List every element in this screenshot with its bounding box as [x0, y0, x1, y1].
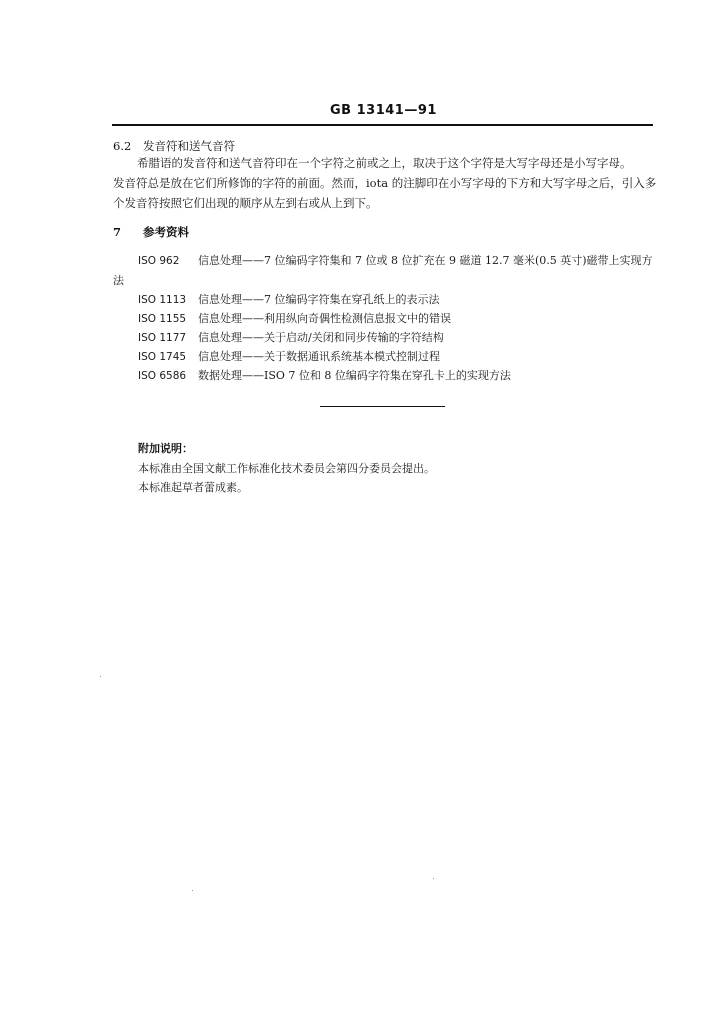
reference-item — [138, 291, 440, 307]
section-title: 发音符和送气音符 — [143, 139, 235, 153]
scan-speck — [100, 676, 101, 677]
reference-code: ISO 962 — [138, 255, 180, 267]
end-of-standard-rule — [320, 406, 445, 407]
reference-code: ISO 6586 — [138, 370, 187, 382]
reference-item — [138, 329, 444, 345]
reference-text: 信息处理——7 位编码字符集和 7 位或 8 位扩充在 9 磁道 12.7 毫米(0.5 英寸)磁带上实现方法 — [113, 254, 653, 287]
paragraph-line: 发音符总是放在它们所修饰的字符的前面。然而，iota 的注脚印在小写字母的下方和大写字母之后，引入多个发音符按照它们出现的顺序从左到右或从上到下。 — [113, 176, 657, 210]
additional-notes-title: 附加说明： — [138, 442, 193, 455]
reference-item — [138, 348, 440, 364]
reference-code: ISO 1113 — [138, 294, 187, 306]
additional-note-line: 本标准由全国文献工作标准化技术委员会第四分委员会提出。 — [138, 462, 435, 475]
section-6-2-paragraph — [113, 153, 658, 213]
section-number: 6.2 — [113, 139, 132, 153]
reference-text: 信息处理——7 位编码字符集在穿孔纸上的表示法 — [198, 293, 440, 306]
reference-text: 信息处理——关于数据通讯系统基本模式控制过程 — [198, 350, 440, 363]
scan-speck — [433, 878, 434, 879]
section-7-heading — [113, 224, 189, 240]
standard-number-header: GB 13141—91 — [330, 103, 437, 118]
section-6-2-heading — [113, 138, 235, 154]
reference-code: ISO 1177 — [138, 332, 187, 344]
section-title: 参考资料 — [143, 225, 189, 239]
reference-text: 信息处理——关于启动/关闭和同步传输的字符结构 — [198, 331, 444, 344]
reference-text: 信息处理——利用纵向奇偶性检测信息报文中的错误 — [198, 312, 451, 325]
reference-code: ISO 1155 — [138, 313, 187, 325]
section-number: 7 — [113, 225, 122, 239]
scan-speck — [192, 890, 193, 891]
reference-item — [138, 367, 511, 383]
paragraph-line: 希腊语的发音符和送气音符印在一个字符之前或之上，取决于这个字符是大写字母还是小写字母。 — [137, 156, 632, 170]
reference-code: ISO 1745 — [138, 351, 187, 363]
header-rule — [112, 124, 653, 126]
reference-item — [113, 251, 658, 291]
additional-note-line: 本标准起草者蕾成素。 — [138, 481, 248, 494]
reference-text: 数据处理——ISO 7 位和 8 位编码字符集在穿孔卡上的实现方法 — [198, 369, 511, 382]
reference-item — [138, 310, 451, 326]
